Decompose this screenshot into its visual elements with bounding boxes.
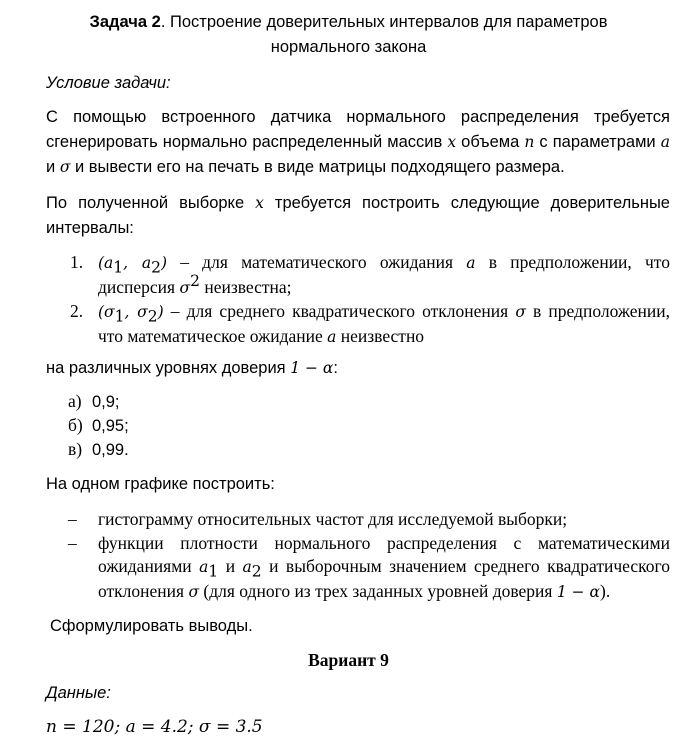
levels-list bbox=[46, 390, 670, 462]
list-item: 1. ($a_1$, $a_2$) – для математического ожидания a в предположении, что дисперсия $\sigma^2$ неизвестна; bbox=[70, 252, 670, 297]
levels-intro: на различных уровнях доверия 1 − α: bbox=[46, 359, 338, 377]
interval-list bbox=[46, 251, 670, 349]
conclusion: Сформулировать выводы. bbox=[50, 617, 253, 635]
level-item: а) 0,9; bbox=[68, 391, 120, 411]
plot-items bbox=[46, 508, 670, 604]
plot-item: – функции плотности нормального распределения с математическими ожиданиями $a_1$ и $a_2$ и выборочным значением среднего квадратического отклонения σ (для одного из трех заданных уровней доверия 1 − α). bbox=[68, 532, 670, 601]
list-item: 2. ($\sigma_1$, $\sigma_2$) – для среднего квадратического отклонения σ в предположении, что математическое ожидание a неизвестно bbox=[70, 301, 670, 346]
plot-intro: На одном графике построить: bbox=[46, 475, 275, 493]
paragraph-intervals: По полученной выборке x требуется построить следующие доверительные интервалы: bbox=[46, 194, 670, 237]
task-title bbox=[0, 10, 697, 59]
task-number: Задача 2 bbox=[89, 13, 161, 31]
paragraph-generate: С помощью встроенного датчика нормального распределения требуется сгенерировать нормально распределенный массив x объема n с параметрами a и σ и вывести его на печать в виде матрицы подходящего размера. bbox=[46, 108, 670, 176]
variant-title: Вариант 9 bbox=[308, 650, 389, 670]
data-label: Данные: bbox=[46, 684, 111, 702]
title-line2: нормального закона bbox=[270, 37, 427, 56]
level-item: в) 0,99. bbox=[68, 439, 129, 459]
title-text: . Построение доверительных интервалов для параметров bbox=[160, 13, 608, 31]
data-values: n = 120; a = 4.2; σ = 3.5 bbox=[46, 717, 263, 737]
level-item: б) 0,95; bbox=[68, 415, 129, 435]
condition-label: Условие задачи: bbox=[46, 74, 171, 92]
plot-item: – гистограмму относительных частот для исследуемой выборки; bbox=[68, 509, 568, 529]
